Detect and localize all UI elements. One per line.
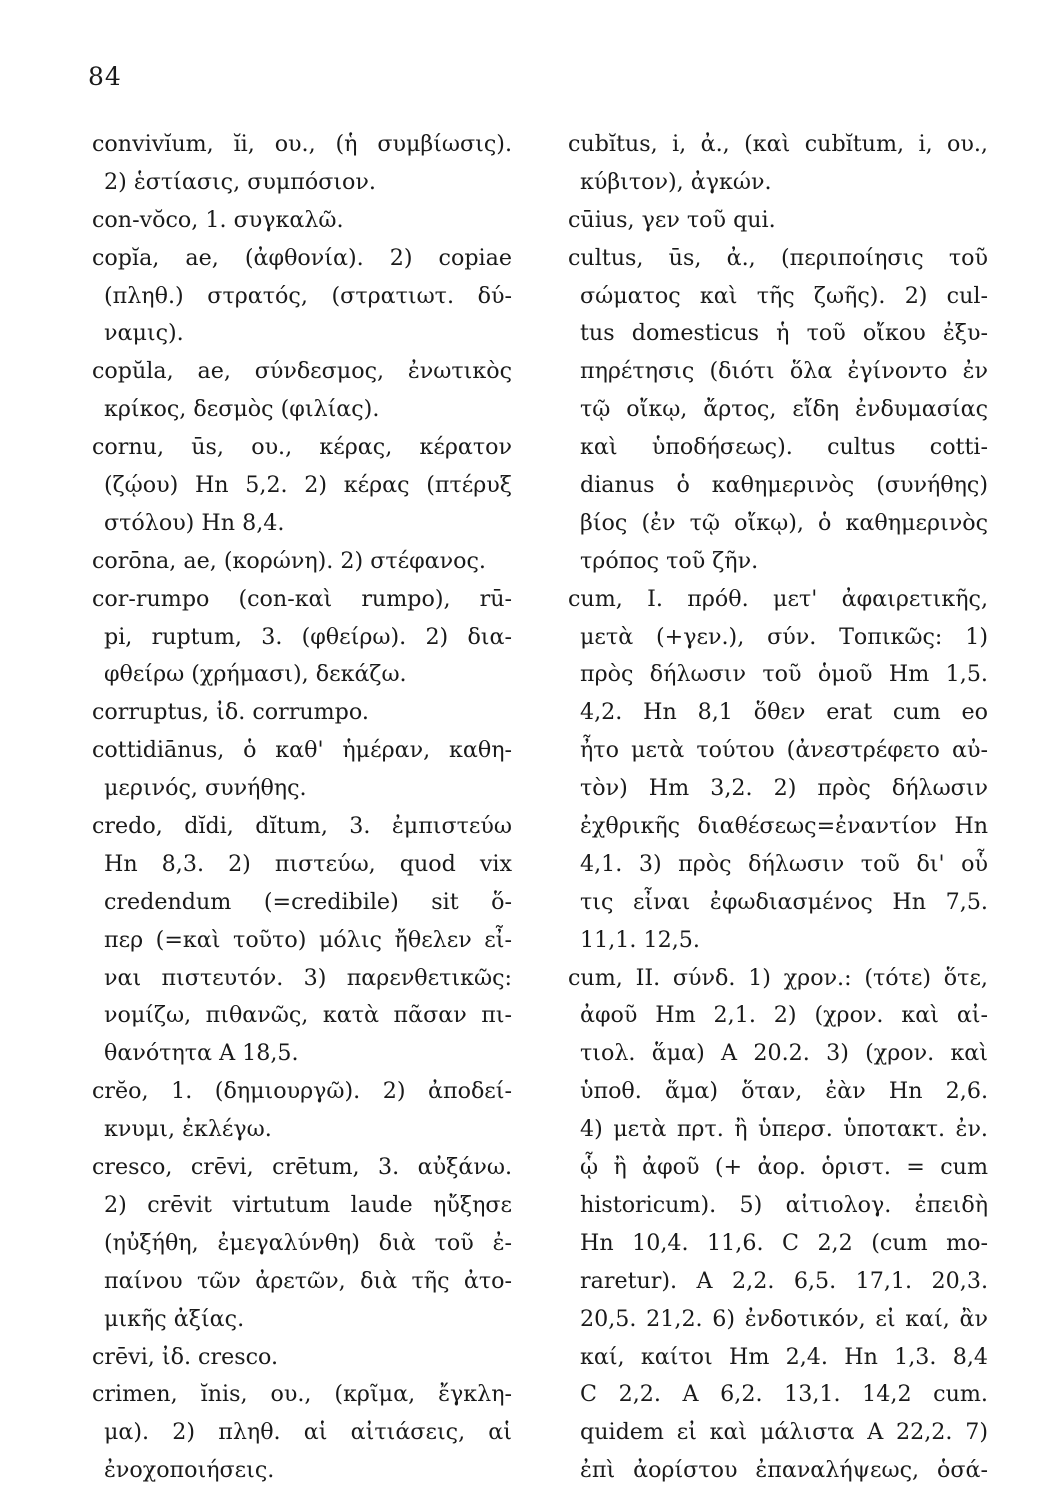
text-line: crĕo, 1. (δημιουργῶ). 2) ἀποδεί- <box>92 1078 512 1105</box>
text-line: μικῆς ἀξίας. <box>104 1305 245 1332</box>
text-line: ἀφοῦ Hm 2,1. 2) (χρον. καὶ αἰ- <box>580 1002 988 1029</box>
text-line: ναι πιστευτόν. 3) παρενθετικῶς: <box>104 964 512 991</box>
text-line: quidem εἰ καὶ μάλιστα A 22,2. 7) <box>580 1419 988 1446</box>
text-line: 2) ἑστίασις, συμπόσιον. <box>104 168 376 195</box>
text-line: crēvi, ἰδ. cresco. <box>92 1343 279 1370</box>
text-line: credo, dĭdi, dĭtum, 3. ἐμπιστεύω <box>92 813 512 840</box>
text-line: σώματος καὶ τῆς ζωῆς). 2) cul- <box>580 282 988 309</box>
text-line: cornu, ūs, ου., κέρας, κέρατον <box>92 434 512 461</box>
text-line: πρὸς δήλωσιν τοῦ ὁμοῦ Hm 1,5. <box>580 661 988 688</box>
text-line: cottidiānus, ὁ καθ' ἡμέραν, καθη- <box>92 737 512 764</box>
text-line: 11,1. 12,5. <box>580 926 700 953</box>
text-line: 20,5. 21,2. 6) ἐνδοτικόν, εἰ καί, ἂν <box>580 1305 988 1332</box>
text-line: historicum). 5) αἰτιολογ. ἐπειδὴ <box>580 1191 988 1218</box>
text-line: ἦτο μετὰ τούτου (ἀνεστρέφετο αὐ- <box>580 737 988 764</box>
text-line: μετὰ (+γεν.), σύν. Τοπικῶς: 1) <box>580 623 988 650</box>
text-line: tus domesticus ἡ τοῦ οἴκου ἐξυ- <box>580 320 988 347</box>
text-line: κρίκος, δεσμὸς (φιλίας). <box>104 396 380 423</box>
page-number: 84 <box>88 62 122 91</box>
text-line: κνυμι, ἐκλέγω. <box>104 1116 272 1143</box>
text-line: τρόπος τοῦ ζῆν. <box>580 547 759 574</box>
text-line: 2) crēvit virtutum laude ηὔξησε <box>104 1191 512 1218</box>
text-line: Hn 10,4. 11,6. C 2,2 (cum mo- <box>580 1229 988 1256</box>
text-line: παίνου τῶν ἀρετῶν, διὰ τῆς ἀτο- <box>104 1267 512 1294</box>
text-line: 4) μετὰ πρτ. ἢ ὑπερσ. ὑποτακτ. ἐν. <box>580 1116 988 1143</box>
text-line: ἐνοχοποιήσεις. <box>104 1457 275 1484</box>
text-line: copĭa, ae, (ἀφθονία). 2) copiae <box>92 244 512 271</box>
text-line: καί, καίτοι Hm 2,4. Hn 1,3. 8,4 <box>580 1343 988 1370</box>
text-line: credendum (=credibile) sit ὅ- <box>104 888 512 915</box>
text-line: ναμις). <box>104 320 184 347</box>
text-line: στόλου) Hn 8,4. <box>104 509 285 536</box>
text-line: θανότητα A 18,5. <box>104 1040 299 1067</box>
text-line: κύβιτον), ἀγκών. <box>580 168 772 195</box>
text-line: τιολ. ἅμα) A 20.2. 3) (χρον. καὶ <box>580 1040 988 1067</box>
text-line: μερινός, συνήθης. <box>104 775 307 802</box>
text-line: copŭla, ae, σύνδεσμος, ἐνωτικὸς <box>92 358 512 385</box>
text-line: pi, ruptum, 3. (φθείρω). 2) δια- <box>104 623 512 650</box>
text-line: (ηὐξήθη, ἐμεγαλύνθη) διὰ τοῦ ἐ- <box>104 1229 512 1256</box>
text-line: crimen, ĭnis, ου., (κρῖμα, ἔγκλη- <box>92 1381 512 1408</box>
text-line: μα). 2) πληθ. αἱ αἰτιάσεις, αἱ <box>104 1419 512 1446</box>
text-line: ἐχθρικῆς διαθέσεως=ἐναντίον Hn <box>580 813 988 840</box>
text-line: cor-rumpo (con-καὶ rumpo), rū- <box>92 585 512 612</box>
text-line: ἐπὶ ἀορίστου ἐπαναλήψεως, ὁσά- <box>580 1457 988 1484</box>
text-line: cum, I. πρόθ. μετ' ἀφαιρετικῆς, <box>568 585 988 612</box>
text-line: cultus, ūs, ἀ., (περιποίησις τοῦ <box>568 244 988 271</box>
text-line: cubĭtus, i, ἀ., (καὶ cubĭtum, i, ου., <box>568 131 988 157</box>
text-line: τὸν) Hm 3,2. 2) πρὸς δήλωσιν <box>580 775 988 802</box>
text-line: cresco, crēvi, crētum, 3. αὐξάνω. <box>92 1154 512 1181</box>
text-line: C 2,2. A 6,2. 13,1. 14,2 cum. <box>580 1381 988 1408</box>
text-line: ᾧ ἢ ἀφοῦ (+ ἀορ. ὁριστ. = cum <box>580 1154 988 1181</box>
text-line: 4,2. Hn 8,1 ὅθεν erat cum eo <box>580 699 988 726</box>
text-line: τις εἶναι ἐφωδιασμένος Hn 7,5. <box>580 888 988 915</box>
text-line: corruptus, ἰδ. corrumpo. <box>92 699 369 726</box>
text-line: πηρέτησις (διότι ὅλα ἐγίνοντο ἐν <box>580 358 988 385</box>
text-line: φθείρω (χρήμασι), δεκάζω. <box>104 661 407 688</box>
text-line: 4,1. 3) πρὸς δήλωσιν τοῦ δι' οὗ <box>580 850 988 877</box>
text-line: καὶ ὑποδήσεως). cultus cotti- <box>580 434 988 461</box>
right-column <box>568 126 988 1490</box>
text-line: (ζῴου) Hn 5,2. 2) κέρας (πτέρυξ <box>104 472 512 499</box>
text-line: νομίζω, πιθανῶς, κατὰ πᾶσαν πι- <box>104 1002 512 1029</box>
text-line: βίος (ἐν τῷ οἴκῳ), ὁ καθημερινὸς <box>580 509 988 536</box>
text-line: ὑποθ. ἅμα) ὅταν, ἐὰν Hn 2,6. <box>580 1078 988 1105</box>
text-line: τῷ οἴκῳ, ἄρτος, εἴδη ἐνδυμασίας <box>580 396 988 423</box>
text-line: convivĭum, ĭi, ου., (ἡ συμβίωσις). <box>92 131 512 157</box>
text-line: περ (=καὶ τοῦτο) μόλις ἤθελεν εἶ- <box>104 926 512 953</box>
text-line: (πληθ.) στρατός, (στρατιωτ. δύ- <box>104 282 512 309</box>
text-line: raretur). A 2,2. 6,5. 17,1. 20,3. <box>580 1267 988 1294</box>
text-line: corōna, ae, (κορώνη). 2) στέφανος. <box>92 547 486 574</box>
left-column <box>92 126 512 1490</box>
text-line: cūius, γεν τοῦ qui. <box>568 206 776 233</box>
text-line: Hn 8,3. 2) πιστεύω, quod vix <box>104 850 512 877</box>
text-line: cum, II. σύνδ. 1) χρον.: (τότε) ὅτε, <box>568 964 988 991</box>
text-line: dianus ὁ καθημερινὸς (συνήθης) <box>580 472 988 499</box>
text-line: con-vŏco, 1. συγκαλῶ. <box>92 206 344 233</box>
